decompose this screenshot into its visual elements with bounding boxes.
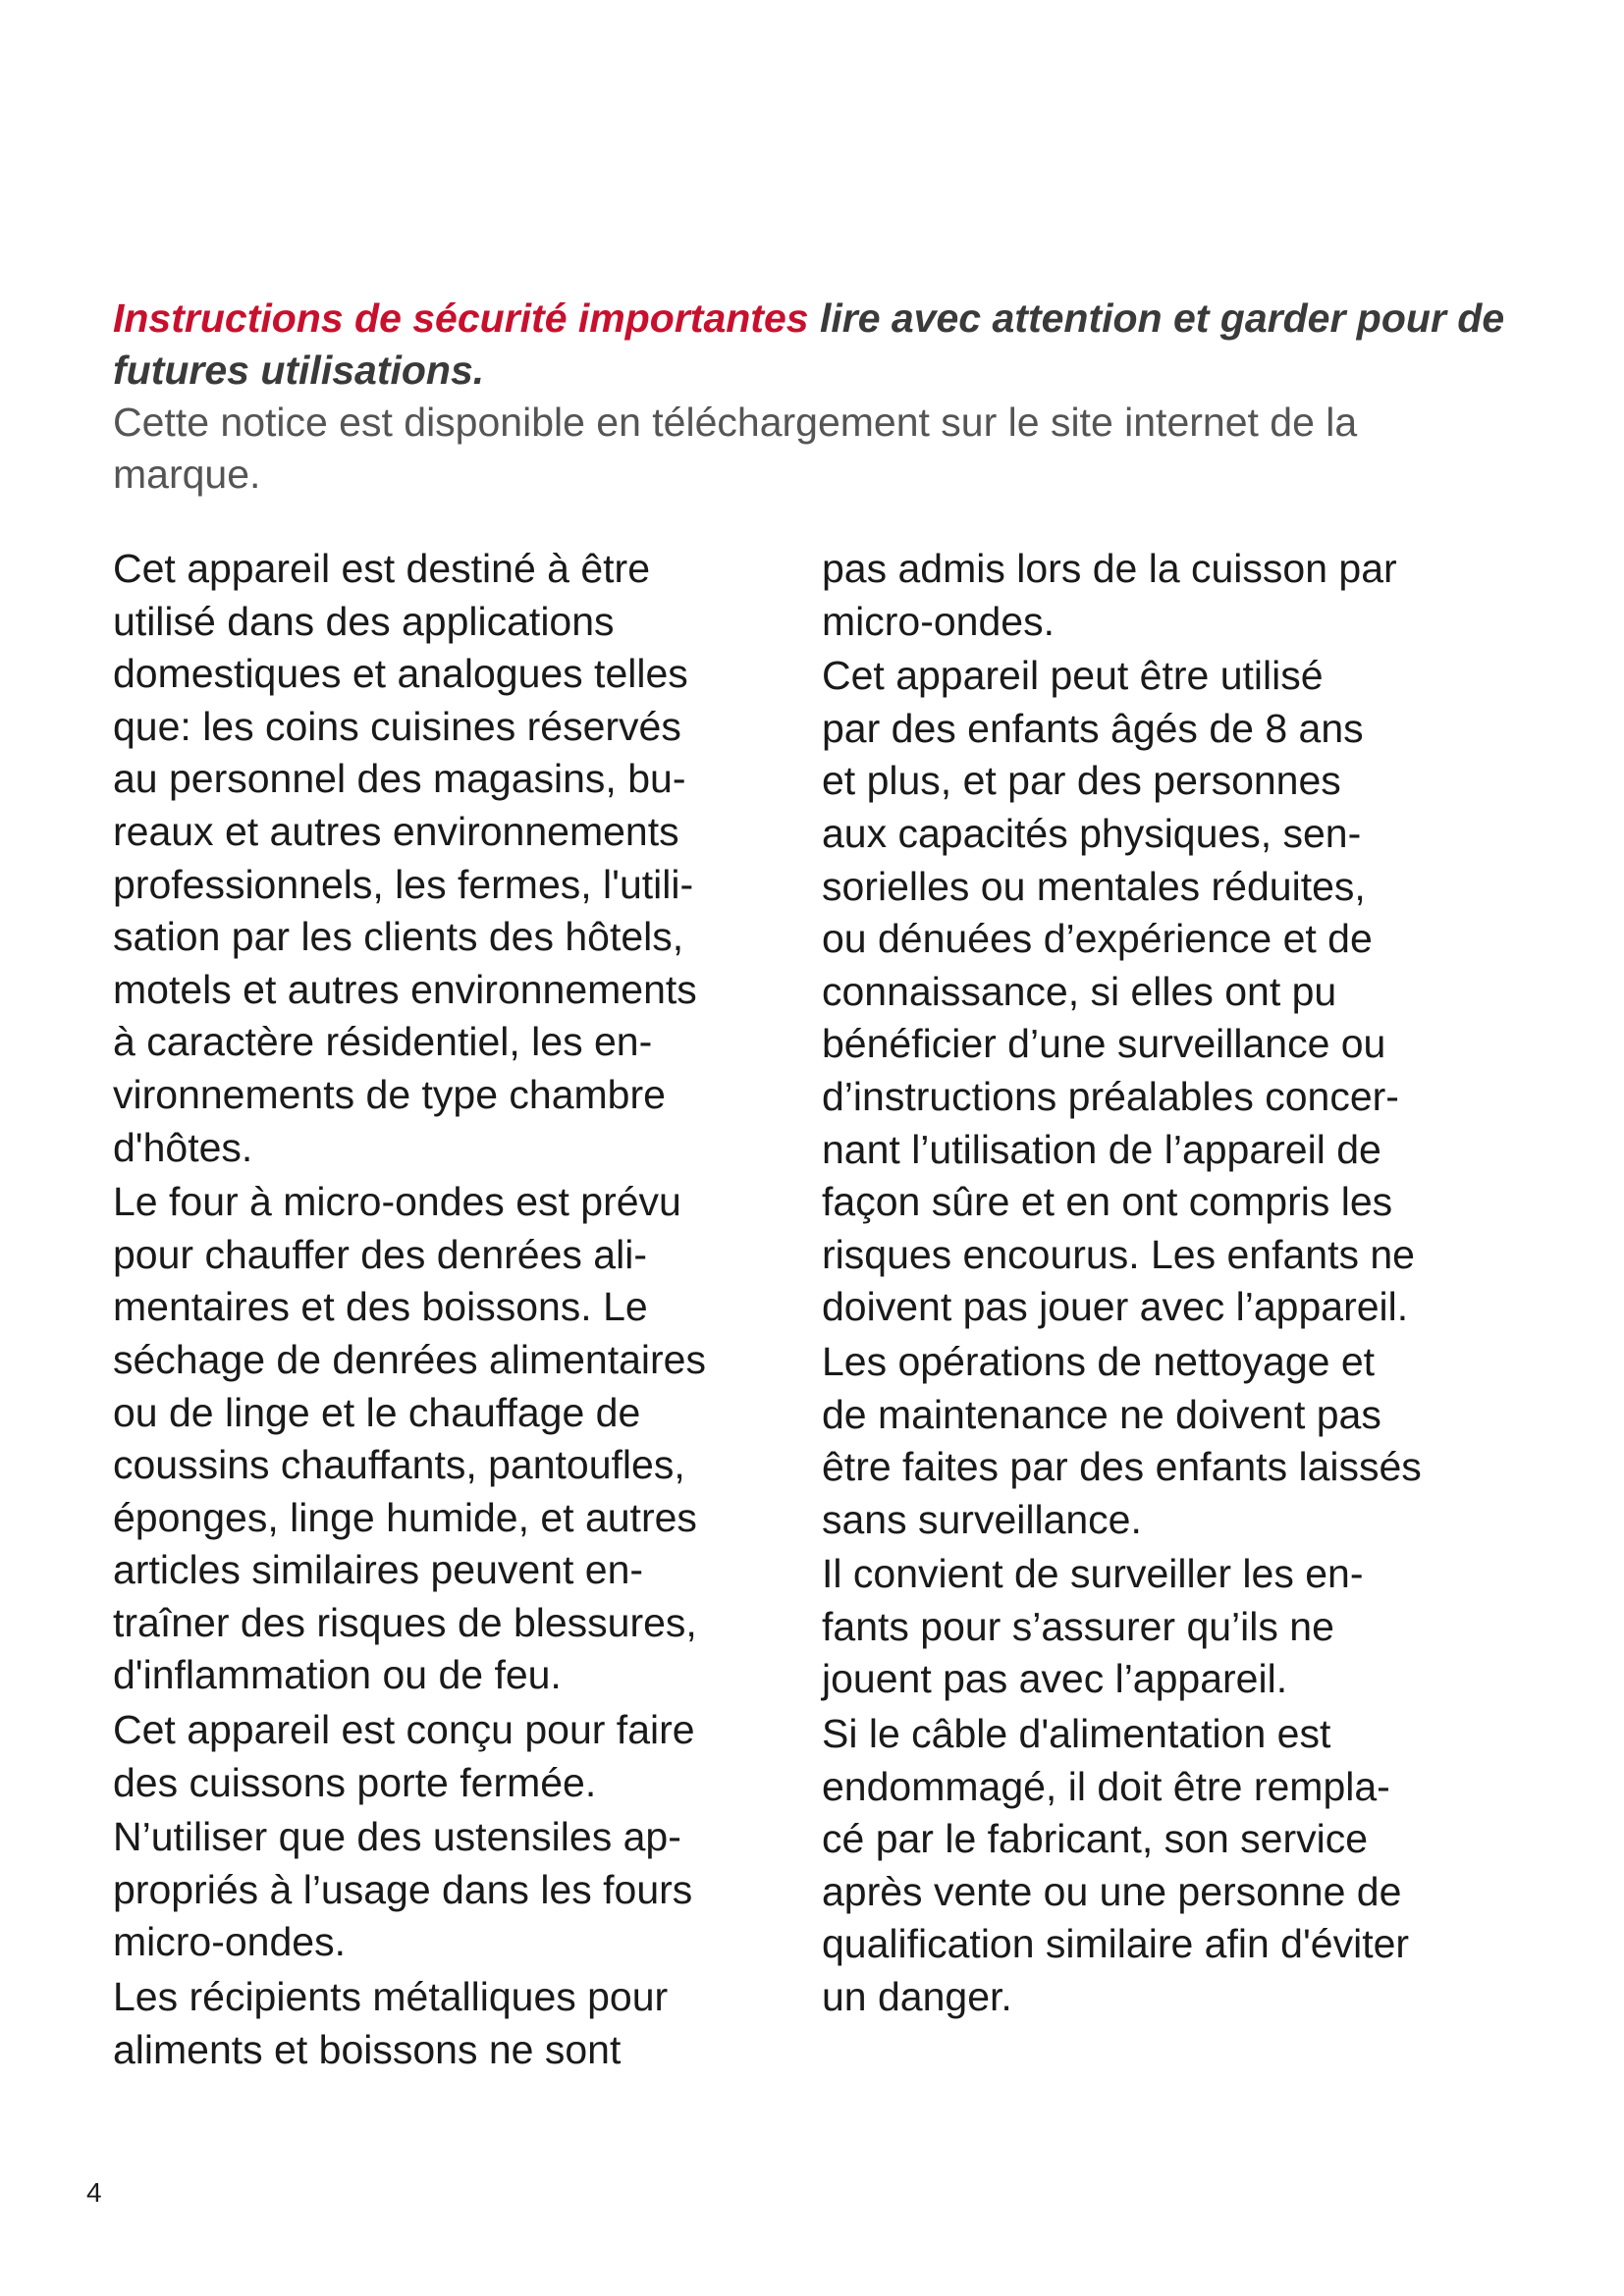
- download-notice: Cette notice est disponible en téléchargement sur le site internet de la marque.: [113, 400, 1358, 497]
- paragraph-suitable-utensils: N’utiliser que des ustensiles ap- propriés à l’usage dans les fours micro-ondes.: [113, 1814, 693, 1965]
- paragraph-power-cable: Si le câble d'alimentation est endommagé, il doit être rempla- cé par le fabricant, son service après vente ou une personne de qualification similaire afin d'éviter un danger.: [822, 1711, 1410, 2020]
- paragraph-cleaning: Les opérations de nettoyage et de maintenance ne doivent pas être faites par des enfants laissés sans surveillance.: [822, 1338, 1422, 1542]
- safety-header: [113, 293, 1507, 501]
- paragraph-metal-containers-cont: pas admis lors de la cuisson par micro-ondes.: [822, 546, 1397, 644]
- paragraph-door-closed: Cet appareil est conçu pour faire des cuissons porte fermée.: [113, 1707, 695, 1805]
- title-highlight: Instructions de sécurité importantes: [113, 295, 809, 341]
- title-rest: lire avec attention et garder pour de futures utilisations.: [113, 295, 1505, 393]
- paragraph-metal-containers: Les récipients métalliques pour aliments et boissons ne sont: [113, 1974, 669, 2072]
- page-number: 4: [86, 2177, 102, 2208]
- page-title: [113, 293, 1507, 397]
- paragraph-domestic-use: Cet appareil est destiné à être utilisé dans des applications domestiques et analogues telles que: les coins cuisines réservés au personnel des magasins, bu- reaux et autres environnements professionnels, les fermes, l'utili- sation par les clients des hôtels, motels et autres environnements à caractère résidentiel, les en- vironnements de type chambre d'hôtes.: [113, 546, 697, 1170]
- paragraph-heating-purpose: Le four à micro-ondes est prévu pour chauffer des denrées ali- mentaires et des boissons. Le séchage de denrées alimentaires ou de linge et le chauffage de coussins chauffants, pantoufles, éponges, linge humide, et autres articles similaires peuvent en- traîner des risques de blessures, d'inflammation ou de feu.: [113, 1179, 706, 1698]
- left-column: [113, 543, 781, 2078]
- paragraph-children-use: Cet appareil peut être utilisé par des enfants âgés de 8 ans et plus, et par des personnes aux capacités physiques, sen- sorielles ou mentales réduites, ou dénuées d’expérience et de connaissance, si elles ont pu bénéficier d’une surveillance ou d’instructions préalables concer- nant l’utilisation de l’appareil de façon sûre et en ont compris les risques encourus. Les enfants ne doivent pas jouer avec l’appareil.: [822, 653, 1415, 1330]
- right-column: [822, 543, 1489, 2026]
- paragraph-supervise-children: Il convient de surveiller les en- fants pour s’assurer qu’ils ne jouent pas avec l’appareil.: [822, 1551, 1364, 1702]
